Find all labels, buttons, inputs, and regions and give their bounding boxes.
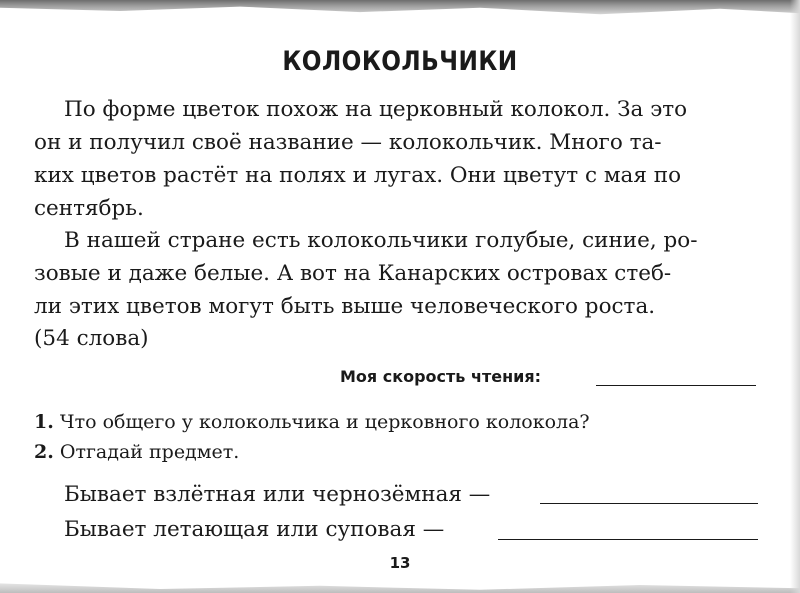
question-1 — [34, 411, 590, 433]
page-number: 13 — [389, 554, 411, 572]
paragraph1-line-4: сентябрь. — [34, 196, 144, 221]
paragraph2-line-1: В нашей стране есть колокольчики голубые, синие, ро- — [64, 228, 698, 253]
paragraph2-line-3: ли этих цветов могут быть выше человеческого роста. — [34, 294, 656, 319]
scan-edge-bottom — [0, 577, 800, 593]
reading-speed-answer-line[interactable] — [596, 385, 756, 386]
riddle-1: Бывает взлётная или чернозёмная — — [64, 482, 491, 507]
paragraph1-line-1: По форме цветок похож на церковный колокол. За это — [64, 97, 688, 122]
scan-edge-right — [790, 0, 800, 593]
word-count: (54 слова) — [34, 326, 149, 351]
riddle-2: Бывает летающая или суповая — — [64, 517, 445, 542]
scan-edge-top — [0, 0, 800, 22]
question-2-text: Отгадай предмет. — [59, 441, 240, 463]
paragraph2-line-2: зовые и даже белые. А вот на Канарских островах стеб- — [34, 261, 672, 286]
page-title: КОЛОКОЛЬЧИКИ — [282, 46, 518, 77]
riddle-1-answer-line[interactable] — [540, 503, 758, 504]
question-1-number: 1. — [34, 411, 54, 433]
paragraph1-line-3: ких цветов растёт на полях и лугах. Они цветут с мая по — [34, 163, 682, 188]
reading-speed-label: Моя скорость чтения: — [340, 367, 542, 386]
riddle-2-answer-line[interactable] — [498, 539, 758, 540]
question-1-text: Что общего у колокольчика и церковного колокола? — [59, 411, 590, 433]
paragraph1-line-2: он и получил своё название — колокольчик. Много та- — [34, 130, 662, 155]
question-2-number: 2. — [34, 441, 54, 463]
question-2 — [34, 441, 239, 463]
